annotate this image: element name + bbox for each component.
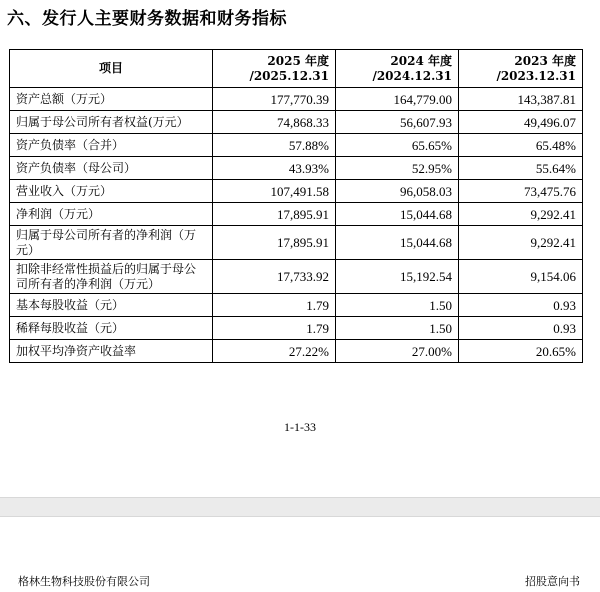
table-row <box>10 294 583 317</box>
header-2025-line1: 2025 年度 <box>267 53 329 68</box>
cell-2023: 0.93 <box>459 317 583 340</box>
header-2024-line2: /2024.12.31 <box>372 68 452 83</box>
row-label: 归属于母公司所有者的净利润（万元） <box>10 226 213 260</box>
cell-2024: 15,192.54 <box>336 260 459 294</box>
header-2025 <box>213 50 336 88</box>
header-item: 项目 <box>10 50 213 88</box>
cell-2024: 1.50 <box>336 317 459 340</box>
cell-2024: 96,058.03 <box>336 180 459 203</box>
header-2023-line2: /2023.12.31 <box>496 68 576 83</box>
table-row <box>10 157 583 180</box>
cell-2023: 20.65% <box>459 340 583 363</box>
table-row <box>10 203 583 226</box>
page-number: 1-1-33 <box>284 420 316 434</box>
cell-2024: 52.95% <box>336 157 459 180</box>
cell-2023: 9,292.41 <box>459 226 583 260</box>
cell-2025: 177,770.39 <box>213 88 336 111</box>
table-row <box>10 317 583 340</box>
cell-2025: 43.93% <box>213 157 336 180</box>
financial-data-table <box>9 49 583 363</box>
cell-2023: 55.64% <box>459 157 583 180</box>
row-label: 资产负债率（母公司） <box>10 157 213 180</box>
cell-2023: 9,154.06 <box>459 260 583 294</box>
cell-2024: 65.65% <box>336 134 459 157</box>
cell-2023: 65.48% <box>459 134 583 157</box>
footer-company-name: 格林生物科技股份有限公司 <box>18 575 150 588</box>
cell-2023: 0.93 <box>459 294 583 317</box>
row-label: 营业收入（万元） <box>10 180 213 203</box>
footer-document-type: 招股意向书 <box>525 575 580 588</box>
cell-2024: 27.00% <box>336 340 459 363</box>
header-2023-line1: 2023 年度 <box>514 53 576 68</box>
cell-2025: 1.79 <box>213 317 336 340</box>
cell-2024: 56,607.93 <box>336 111 459 134</box>
header-2025-line2: /2025.12.31 <box>249 68 329 83</box>
row-label: 归属于母公司所有者权益(万元） <box>10 111 213 134</box>
header-2024-line1: 2024 年度 <box>390 53 452 68</box>
cell-2025: 17,895.91 <box>213 226 336 260</box>
header-2024 <box>336 50 459 88</box>
table-row <box>10 340 583 363</box>
cell-2025: 27.22% <box>213 340 336 363</box>
row-label: 净利润（万元） <box>10 203 213 226</box>
cell-2025: 57.88% <box>213 134 336 157</box>
cell-2024: 15,044.68 <box>336 203 459 226</box>
row-label: 扣除非经常性损益后的归属于母公司所有者的净利润（万元） <box>10 260 213 294</box>
table-row <box>10 134 583 157</box>
cell-2024: 164,779.00 <box>336 88 459 111</box>
table-row <box>10 180 583 203</box>
cell-2025: 17,895.91 <box>213 203 336 226</box>
cell-2023: 49,496.07 <box>459 111 583 134</box>
row-label: 资产总额（万元） <box>10 88 213 111</box>
cell-2025: 107,491.58 <box>213 180 336 203</box>
cell-2023: 73,475.76 <box>459 180 583 203</box>
table-row <box>10 88 583 111</box>
cell-2023: 143,387.81 <box>459 88 583 111</box>
table-header-row <box>10 50 583 88</box>
row-label: 稀释每股收益（元） <box>10 317 213 340</box>
table-row <box>10 260 583 294</box>
cell-2025: 17,733.92 <box>213 260 336 294</box>
cell-2023: 9,292.41 <box>459 203 583 226</box>
section-title: 六、发行人主要财务数据和财务指标 <box>7 9 287 29</box>
cell-2025: 1.79 <box>213 294 336 317</box>
cell-2024: 15,044.68 <box>336 226 459 260</box>
cell-2025: 74,868.33 <box>213 111 336 134</box>
page-break-divider <box>0 497 600 517</box>
row-label: 基本每股收益（元） <box>10 294 213 317</box>
table-row <box>10 111 583 134</box>
row-label: 资产负债率（合并） <box>10 134 213 157</box>
header-2023 <box>459 50 583 88</box>
cell-2024: 1.50 <box>336 294 459 317</box>
row-label: 加权平均净资产收益率 <box>10 340 213 363</box>
table-row <box>10 226 583 260</box>
